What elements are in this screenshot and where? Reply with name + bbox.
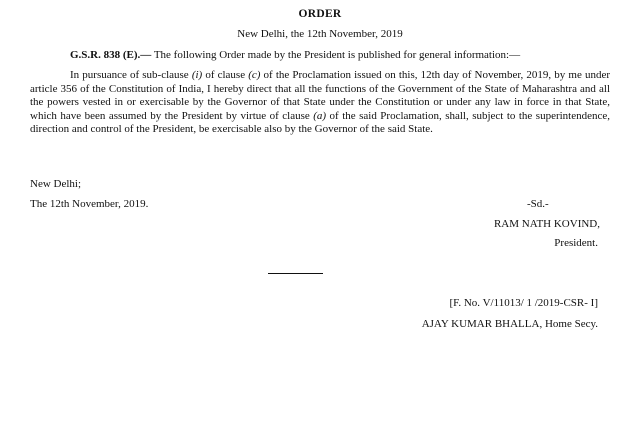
file-number: [F. No. V/11013/ 1 /2019-CSR- I] [449,297,598,309]
gsr-line [70,49,630,62]
signatory-designation: President. [554,237,598,249]
body-italic-3: (a) [313,109,327,122]
body-text-4: of the said Proclamation, shall, subject to the superintendence, direction and control of the President, be exercisable also by the Governor of the said State. [30,109,610,136]
order-dateline: New Delhi, the 12th November, 2019 [237,28,403,40]
body-text-1: In pursuance of sub-clause [70,69,192,81]
signed-marker: -Sd.- [527,198,549,210]
date-line: The 12th November, 2019. [30,198,149,210]
body-text-2: of clause [202,69,249,81]
divider-rule [268,273,323,274]
order-title: ORDER [298,8,342,20]
body-text-3: of the Proclamation issued on this, 12th day of November, 2019, by me under article 356 of the Constitution of India, I hereby direct that all the functions of the Government of the State of Maharashtra and all the powers vested in or exercisable by the Governor of that State under the Constitution or under any law in force in that State, which have been assumed by the President by virtue of clause [30,69,610,122]
gsr-number: G.S.R. 838 (E).— [70,49,152,61]
body-italic-1: (i) [191,69,203,81]
signatory-name: RAM NATH KOVIND, [493,218,600,230]
place-line: New Delhi; [30,178,82,190]
order-body-paragraph [30,69,610,137]
gsr-text: The following Order made by the President is published for general information:— [151,49,521,61]
issuing-officer: AJAY KUMAR BHALLA, Home Secy. [421,318,598,330]
body-italic-2: (c) [248,69,261,81]
